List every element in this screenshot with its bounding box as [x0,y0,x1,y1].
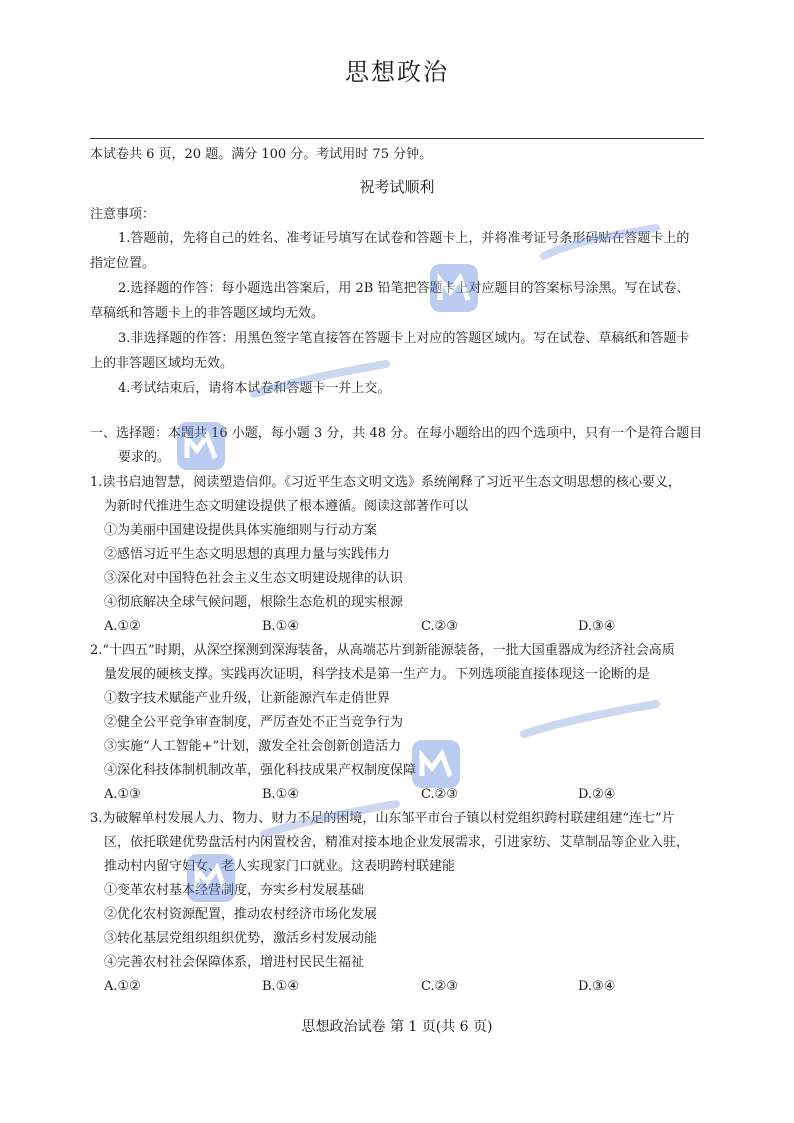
q3-stem-line: 推动村内留守妇女、老人实现家门口就业。这表明跨村联建能 [104,859,456,874]
notice-item-1: 1.答题前，先将自己的姓名、准考证号填写在试卷和答题卡上，并将准考证号条形码贴在答题卡上的 [118,231,690,246]
q3-option-d: D.③④ [578,979,616,994]
notice-item-3: 3.非选择题的作答：用黑色签字笔直接答在答题卡上对应的答题区域内。写在试卷、草稿纸和答题卡 [118,331,690,346]
q1-item: ①为美丽中国建设提供具体实施细则与行动方案 [104,523,378,538]
notice-item-2: 2.选择题的作答：每小题选出答案后，用 2B 铅笔把答题卡上对应题目的答案标号涂黑。写在试卷、 [118,281,690,296]
q1-option-a: A.①② [104,619,141,634]
q3-option-c: C.②③ [421,979,458,994]
q3-stem-line: 区，依托联建优势盘活村内闲置校舍，精准对接本地企业发展需求，引进家纺、艾草制品等企业入驻， [104,835,690,850]
q2-stem-line: 2.“十四五”时期，从深空探测到深海装备，从高端芯片到新能源装备，一批大国重器成为经济社会高质 [90,643,675,658]
q2-item: ②健全公平竞争审查制度，严厉查处不正当竞争行为 [104,715,404,730]
q3-item: ①变革农村基本经营制度，夯实乡村发展基础 [104,883,365,898]
q1-stem-line: 1.读书启迪智慧，阅读塑造信仰。《习近平生态文明文选》系统阐释了习近平生态文明思想的核心要义， [90,475,681,490]
notice-heading: 注意事项： [90,207,156,222]
q2-option-c: C.②③ [421,787,458,802]
q2-item: ④深化科技体制机制改革，强化科技成果产权制度保障 [104,763,417,778]
q2-option-a: A.①③ [104,787,141,802]
q1-option-d: D.③④ [578,619,616,634]
notice-item-2-cont: 草稿纸和答题卡上的非答题区域均无效。 [90,306,325,321]
watermark-stripe-icon [520,700,660,744]
section-heading-cont: 要求的。 [118,450,171,465]
q1-item: ④彻底解决全球气候问题，根除生态危机的现实根源 [104,595,404,610]
page-footer: 思想政治试卷 第 1 页(共 6 页) [301,1019,493,1035]
section-heading: 一、选择题：本题共 16 小题，每小题 3 分，共 48 分。在每小题给出的四个选项中，只有一个是符合题目 [90,426,703,441]
exam-intro: 本试卷共 6 页，20 题。满分 100 分。考试用时 75 分钟。 [90,147,433,162]
q2-option-d: D.②④ [578,787,616,802]
q1-stem-line: 为新时代推进生态文明建设提供了根本遵循。阅读这部著作可以 [104,499,469,514]
header-rule [90,138,704,139]
q1-option-c: C.②③ [421,619,458,634]
q3-item: ③转化基层党组织组织优势，激活乡村发展动能 [104,931,378,946]
q1-option-b: B.①④ [262,619,299,634]
q2-item: ③实施“人工智能+”计划，激发全社会创新创造活力 [104,739,402,754]
q2-stem-line: 量发展的硬核支撑。实践再次证明，科学技术是第一生产力。下列选项能直接体现这一论断的是 [104,667,651,682]
q3-item: ②优化农村资源配置，推动农村经济市场化发展 [104,907,378,922]
notice-item-3-cont: 上的非答题区域均无效。 [90,356,234,371]
q1-item: ③深化对中国特色社会主义生态文明建设规律的认识 [104,571,404,586]
q2-option-b: B.①④ [262,787,299,802]
notice-item-1-cont: 指定位置。 [90,256,156,271]
good-luck: 祝考试顺利 [359,178,435,196]
q1-item: ②感悟习近平生态文明思想的真理力量与实践伟力 [104,547,391,562]
q3-stem-line: 3.为破解单村发展人力、物力、财力不足的困境，山东邹平市台子镇以村党组织跨村联建组建“连七”片 [90,811,675,826]
q3-option-b: B.①④ [262,979,299,994]
notice-item-4: 4.考试结束后，请将本试卷和答题卡一并上交。 [118,381,391,396]
page-title: 思想政治 [345,58,449,86]
q2-item: ①数字技术赋能产业升级，让新能源汽车走俏世界 [104,691,391,706]
q3-item: ④完善农村社会保障体系，增进村民民生福祉 [104,955,365,970]
q3-option-a: A.①② [104,979,141,994]
